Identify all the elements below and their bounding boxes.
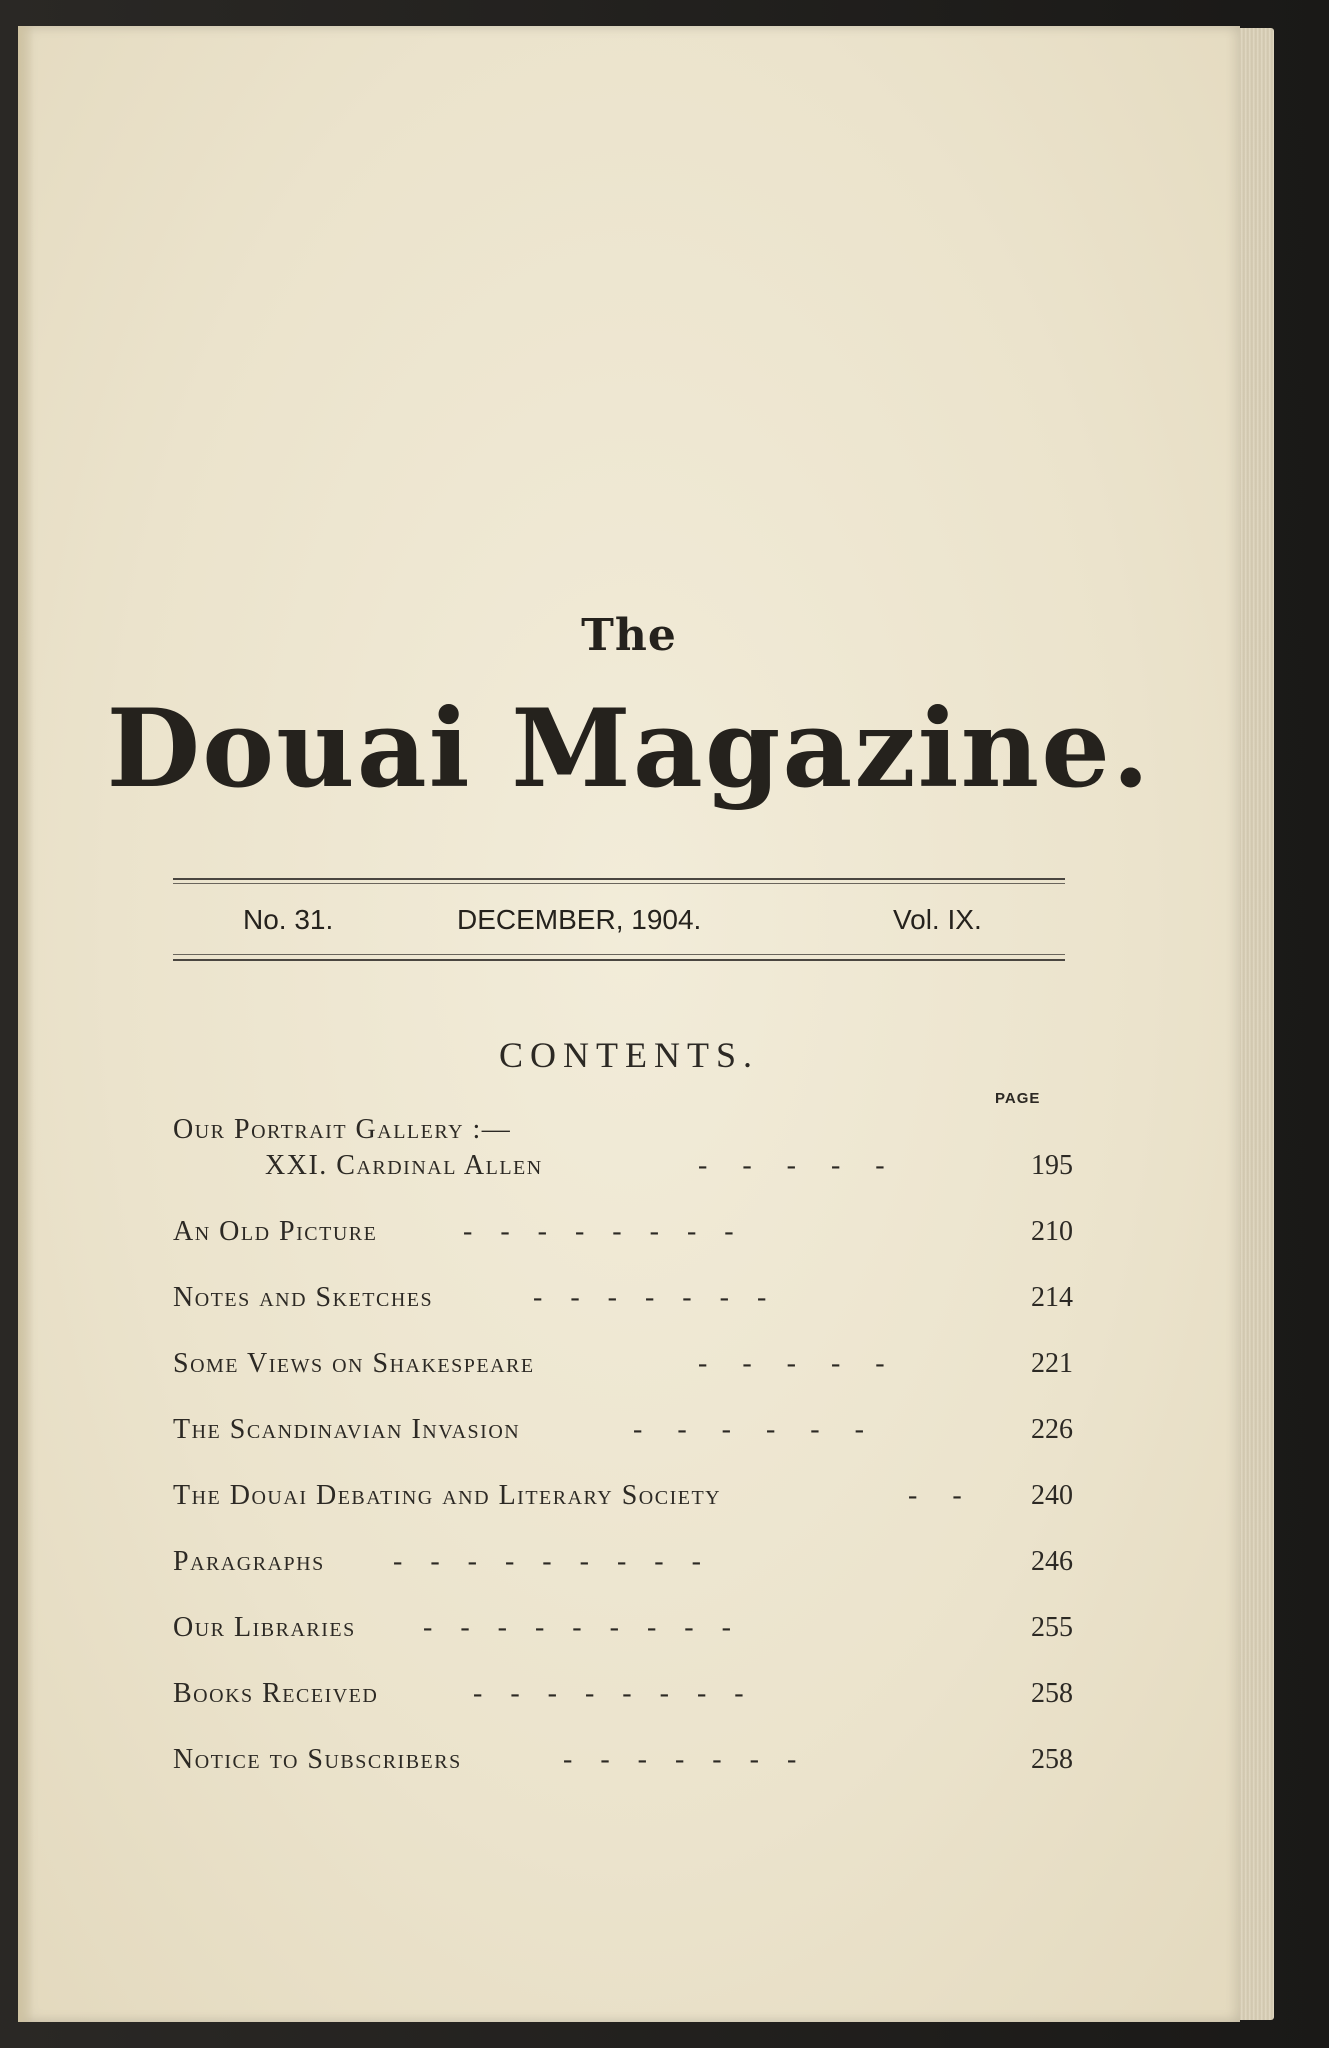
toc-entry-title: Books Received xyxy=(173,1678,379,1709)
toc-leader: - - - - - - - - xyxy=(473,1678,744,1709)
issue-number: No. 31. xyxy=(243,904,334,935)
toc-row xyxy=(173,1612,1073,1652)
toc-entry-page: 258 xyxy=(1031,1744,1073,1775)
toc-entry-title: XXI. Cardinal Allen xyxy=(265,1150,543,1181)
toc-row xyxy=(173,1678,1073,1718)
toc-row xyxy=(173,1282,1073,1322)
toc-leader: - - - - - - - - xyxy=(463,1216,734,1247)
toc-entry-title: Paragraphs xyxy=(173,1546,325,1577)
toc-entry-page: 221 xyxy=(1031,1348,1073,1379)
toc-entry-page: 195 xyxy=(1031,1150,1073,1181)
toc-leader: - - - - - - - - - xyxy=(393,1546,701,1577)
toc-leader: - - - - - xyxy=(698,1348,885,1379)
contents-page xyxy=(18,26,1240,2022)
toc-row xyxy=(173,1216,1073,1256)
toc-leader: - - - - - xyxy=(698,1150,885,1181)
toc-entry-page: 255 xyxy=(1031,1612,1073,1643)
issue-date: DECEMBER, 1904. xyxy=(457,904,702,935)
toc-entry-title: Our Portrait Gallery :— xyxy=(173,1114,512,1145)
gutter-shadow xyxy=(18,26,34,2022)
toc-entry-title: Our Libraries xyxy=(173,1612,356,1643)
toc-row xyxy=(173,1414,1073,1454)
toc-entry-page: 240 xyxy=(1031,1480,1073,1511)
toc-leader: - - - - - - - - - xyxy=(423,1612,731,1643)
issue-volume: Vol. IX. xyxy=(893,904,982,935)
toc-entry-title: Notice to Subscribers xyxy=(173,1744,462,1775)
toc-leader: - - - - - - - xyxy=(563,1744,797,1775)
toc-entry-title: Notes and Sketches xyxy=(173,1282,434,1313)
toc-leader: - - - - - - - xyxy=(533,1282,767,1313)
bottom-rule-thin xyxy=(173,954,1065,955)
toc-entry-page: 226 xyxy=(1031,1414,1073,1445)
toc-row xyxy=(173,1744,1073,1784)
bottom-rule xyxy=(173,959,1065,961)
toc-row xyxy=(173,1150,1073,1190)
toc-row xyxy=(173,1114,1073,1154)
toc-entry-page: 258 xyxy=(1031,1678,1073,1709)
page-edges xyxy=(1238,28,1274,2020)
page-column-label: PAGE xyxy=(995,1090,1041,1107)
toc-row xyxy=(173,1348,1073,1388)
top-rule-thin xyxy=(173,883,1065,884)
masthead-title: Douai Magazine. xyxy=(106,686,1152,812)
toc-row xyxy=(173,1480,1073,1520)
toc-leader: - - xyxy=(908,1480,962,1511)
masthead-the: The xyxy=(581,610,677,661)
toc-row xyxy=(173,1546,1073,1586)
toc-entry-page: 246 xyxy=(1031,1546,1073,1577)
issue-line xyxy=(173,904,1065,944)
toc-leader: - - - - - - xyxy=(633,1414,864,1445)
toc-entry-title: The Douai Debating and Literary Society xyxy=(173,1480,722,1511)
top-rule xyxy=(173,878,1065,880)
toc-entry-title: Some Views on Shakespeare xyxy=(173,1348,535,1379)
toc-entry-page: 210 xyxy=(1031,1216,1073,1247)
toc-entry-title: An Old Picture xyxy=(173,1216,378,1247)
toc-entry-title: The Scandinavian Invasion xyxy=(173,1414,521,1445)
toc-entry-page: 214 xyxy=(1031,1282,1073,1313)
contents-heading: CONTENTS. xyxy=(499,1035,759,1075)
